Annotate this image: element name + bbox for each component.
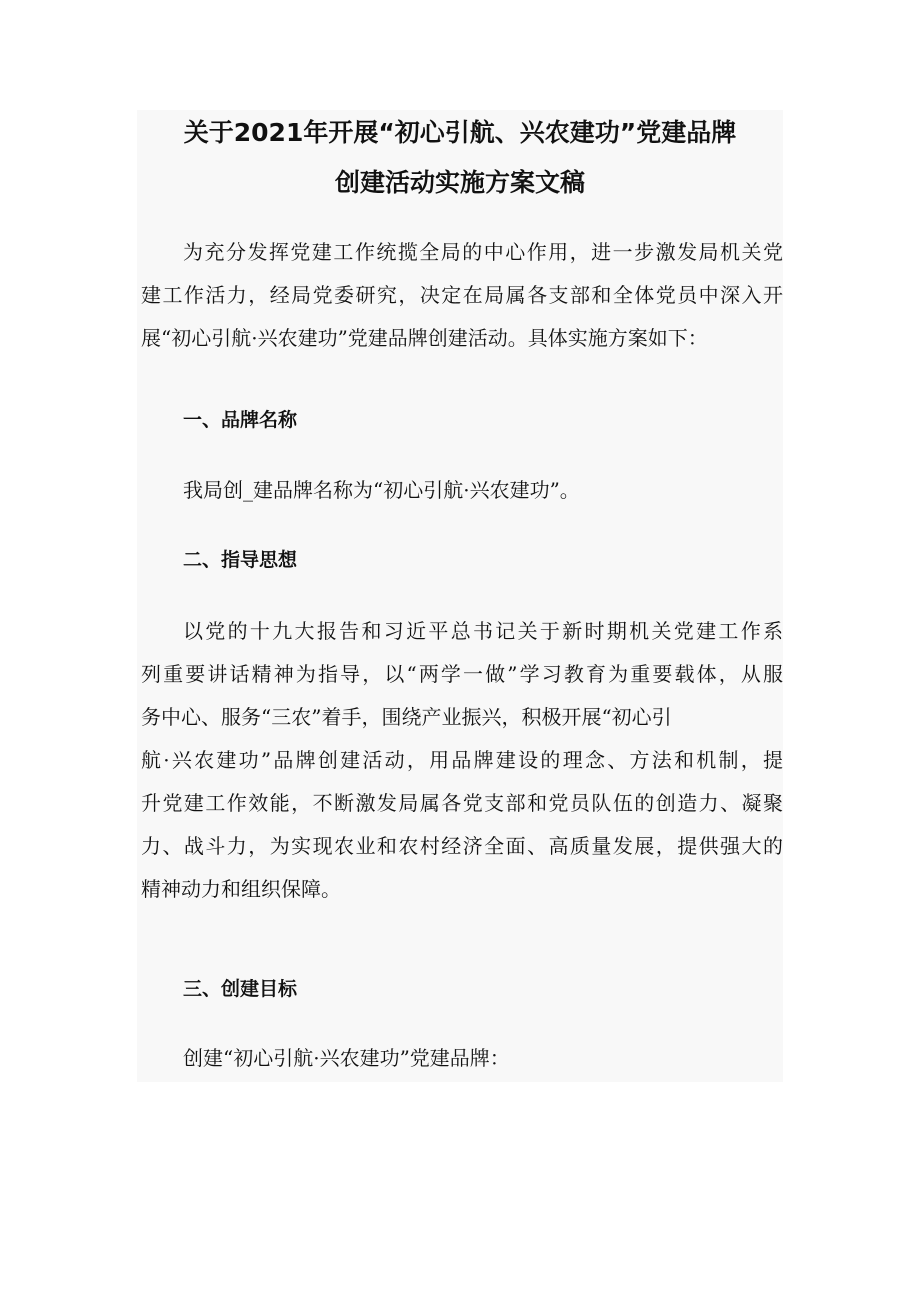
section-1-heading: 一、品牌名称 <box>183 409 298 431</box>
document-title-line-1: 关于2021年开展“初心引航、兴农建功”党建品牌 <box>183 118 737 147</box>
section-2-line-6: 力、战斗力，为实现农业和农村经济全面、高质量发展，提供强大的 <box>141 834 783 858</box>
section-2-line-4: 航·兴农建功”品牌创建活动，用品牌建设的理念、方法和机制，提 <box>141 748 783 772</box>
intro-line-2: 建工作活力，经局党委研究，决定在局属各支部和全体党员中深入开 <box>141 283 783 307</box>
section-1-text: 我局创_建品牌名称为“初心引航·兴农建功”。 <box>183 478 580 502</box>
document-title-line-2: 创建活动实施方案文稿 <box>334 168 585 197</box>
section-2-line-7: 精神动力和组织保障。 <box>141 877 341 901</box>
intro-line-1: 为充分发挥党建工作统揽全局的中心作用，进一步激发局机关党 <box>183 240 783 264</box>
section-2-paragraph <box>141 610 783 911</box>
section-2-heading: 二、指导思想 <box>183 549 298 571</box>
section-3-text: 创建“初心引航·兴农建功”党建品牌： <box>183 1046 510 1070</box>
intro-paragraph <box>141 231 783 360</box>
intro-line-3: 展“初心引航·兴农建功”党建品牌创建活动。具体实施方案如下： <box>141 326 708 350</box>
section-2-line-5: 升党建工作效能，不断激发局属各党支部和党员队伍的创造力、凝聚 <box>141 791 783 815</box>
section-2-line-2: 列重要讲话精神为指导，以“两学一做”学习教育为重要载体，从服 <box>141 662 783 686</box>
section-2-line-3: 务中心、服务“三农”着手，围绕产业振兴，积极开展“初心引 <box>141 705 672 729</box>
section-2-line-1: 以党的十九大报告和习近平总书记关于新时期机关党建工作系 <box>183 619 783 643</box>
section-3-heading: 三、创建目标 <box>183 978 298 1000</box>
